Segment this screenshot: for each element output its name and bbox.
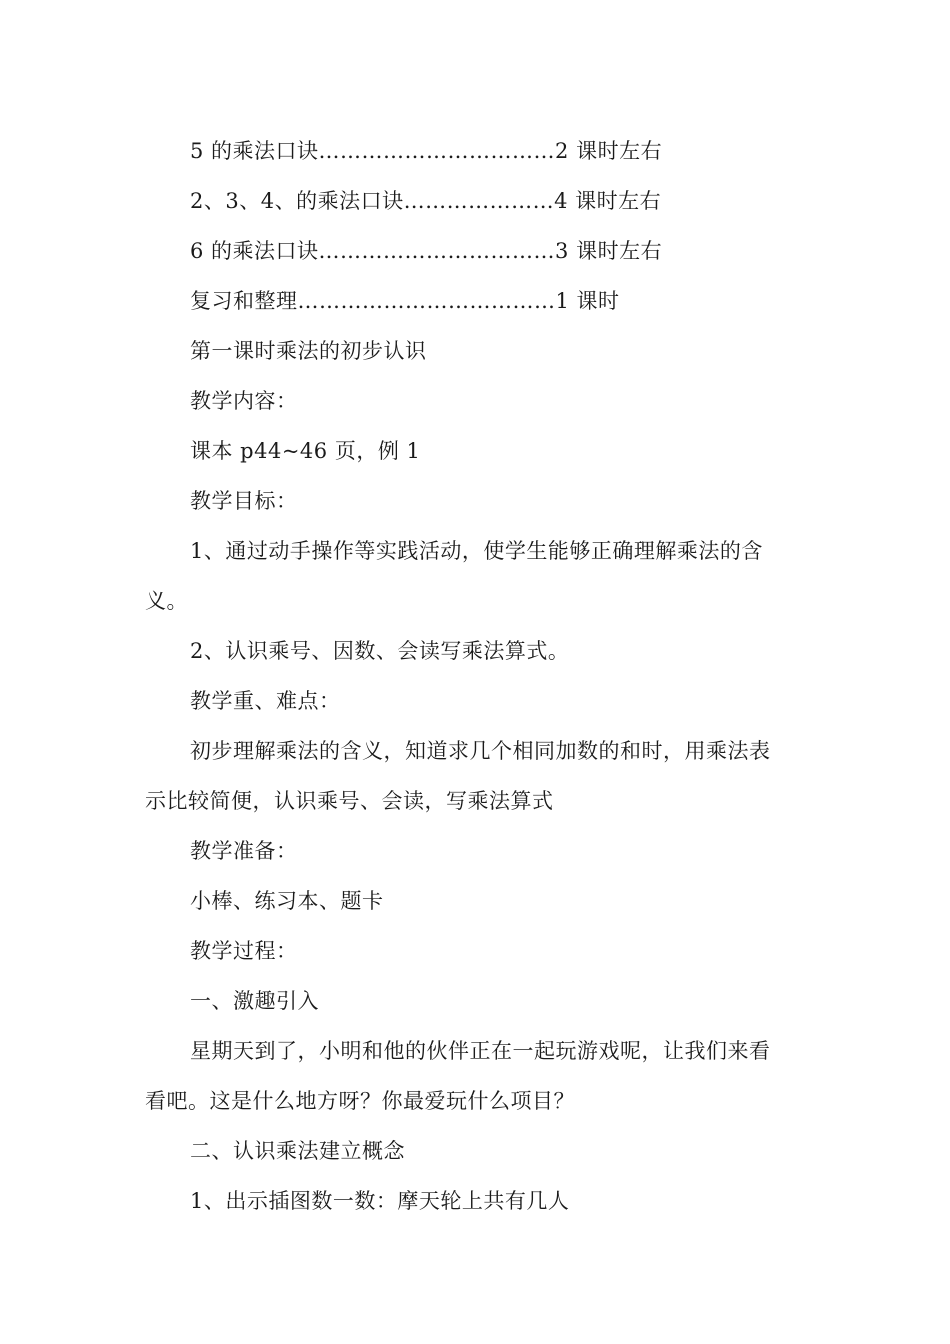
schedule-line-review: 复习和整理………………………………1 课时 (190, 289, 620, 313)
schedule-line-5: 5 的乘法口诀……………………………2 课时左右 (190, 139, 663, 163)
subheading-concept: 二、认识乘法建立概念 (190, 1139, 405, 1163)
paragraph-goal-1-cont: 义。 (145, 589, 188, 613)
paragraph-keypoints: 初步理解乘法的含义，知道求几个相同加数的和时，用乘法表 (190, 739, 771, 763)
paragraph-goal-2: 2、认识乘号、因数、会读写乘法算式。 (190, 639, 570, 663)
section-heading-prep: 教学准备： (190, 839, 298, 863)
schedule-line-234: 2、3、4、的乘法口诀…………………4 课时左右 (190, 189, 662, 213)
paragraph-concept-1: 1、出示插图数一数：摩天轮上共有几人 (190, 1189, 570, 1213)
paragraph-prep: 小棒、练习本、题卡 (190, 889, 384, 913)
paragraph-intro-cont: 看吧。这是什么地方呀？你最爱玩什么项目？ (145, 1089, 575, 1113)
section-heading-keypoints: 教学重、难点： (190, 689, 341, 713)
section-heading-process: 教学过程： (190, 939, 298, 963)
paragraph-content: 课本 p44~46 页，例 1 (190, 439, 421, 463)
lesson-title: 第一课时乘法的初步认识 (190, 339, 427, 363)
paragraph-keypoints-cont: 示比较简便，认识乘号、会读，写乘法算式 (145, 789, 554, 813)
section-heading-content: 教学内容： (190, 389, 298, 413)
paragraph-intro: 星期天到了，小明和他的伙伴正在一起玩游戏呢，让我们来看 (190, 1039, 771, 1063)
subheading-intro: 一、激趣引入 (190, 989, 319, 1013)
paragraph-goal-1: 1、通过动手操作等实践活动，使学生能够正确理解乘法的含 (190, 539, 763, 563)
schedule-line-6: 6 的乘法口诀……………………………3 课时左右 (190, 239, 663, 263)
section-heading-goals: 教学目标： (190, 489, 298, 513)
